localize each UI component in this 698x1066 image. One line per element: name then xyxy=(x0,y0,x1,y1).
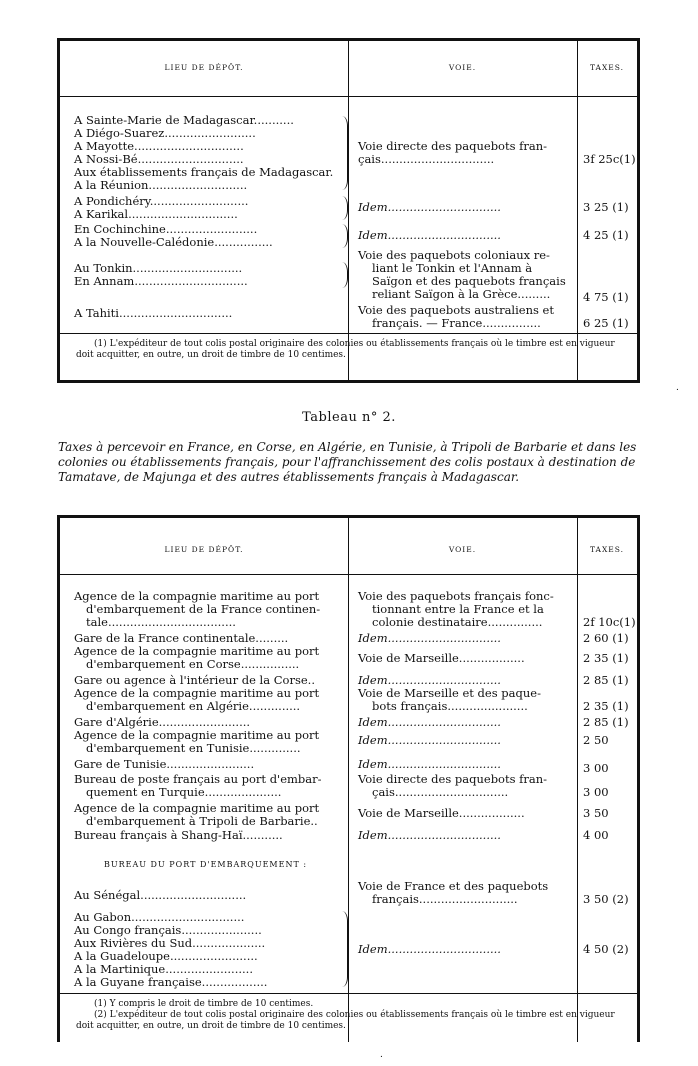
voie-row: çais............................... xyxy=(358,152,495,166)
tax-value: 2 35 (1) xyxy=(583,699,629,713)
tax-value: 3 25 (1) xyxy=(583,200,629,214)
voie-row: Voie de Marseille et des paque- xyxy=(358,686,541,700)
lieu-row: En Annam............................... xyxy=(74,274,248,288)
lieu-row: Bureau français à Shang-Haï........... xyxy=(74,828,283,842)
voie-row: Voie des paquebots français fonc- xyxy=(358,589,554,603)
voie-row: Voie de Marseille.................. xyxy=(358,806,525,820)
footnote: (1) Y compris le droit de timbre de 10 centimes. xyxy=(94,999,314,1009)
tax-value: 2 85 (1) xyxy=(583,715,629,729)
brace xyxy=(341,196,348,220)
lieu-row: A Pondichéry........................... xyxy=(74,194,249,208)
header-lieu: LIEU DE DÉPÔT. xyxy=(164,545,244,554)
voie-row: colonie destinataire............... xyxy=(372,615,543,629)
tax-value: 4 75 (1) xyxy=(583,290,629,304)
voie-row: français. — France................ xyxy=(372,316,541,330)
lieu-row: d'embarquement en Corse................ xyxy=(86,657,300,671)
subheader: BUREAU DU PORT D'EMBARQUEMENT : xyxy=(104,860,308,869)
lieu-row: Aux établissements français de Madagascar. xyxy=(74,165,334,179)
lieu-row: Aux Rivières du Sud.................... xyxy=(74,936,266,950)
lieu-row: Gare d'Algérie......................... xyxy=(74,715,251,729)
footnote: (1) L'expéditeur de tout colis postal originaire des colonies ou établissements français où le timbre est en vigueur doit acquitter, en outre, un droit de timbre de 10 centimes. xyxy=(76,339,615,360)
voie-row: bots français...................... xyxy=(372,699,528,713)
voie-row: Idem............................... xyxy=(358,673,501,687)
tax-value: 2 85 (1) xyxy=(583,673,629,687)
lieu-row: Au Gabon............................... xyxy=(74,910,245,924)
brace xyxy=(341,262,348,288)
lieu-row: A la Réunion........................... xyxy=(74,178,248,192)
lieu-row: d'embarquement en Tunisie.............. xyxy=(86,741,301,755)
page-mark: . xyxy=(676,383,679,393)
lieu-row: A la Martinique........................ xyxy=(74,962,253,976)
table-2-title: Tableau n° 2. xyxy=(302,410,396,425)
voie-row: Voie de France et des paquebots xyxy=(358,879,549,893)
lieu-row: Gare ou agence à l'intérieur de la Corse.. xyxy=(74,673,315,687)
tax-value: 4 00 xyxy=(583,828,609,842)
tax-value: 2 35 (1) xyxy=(583,651,629,665)
voie-row: Idem............................... xyxy=(358,942,501,956)
lieu-row: A la Guadeloupe........................ xyxy=(74,949,258,963)
footnote: (2) L'expéditeur de tout colis postal originaire des colonies ou établissements français où le timbre est en vigueur doit acquitter, en outre, un droit de timbre de 10 centimes. xyxy=(76,1010,615,1031)
table-1 xyxy=(57,38,640,383)
header-taxes: TAXES. xyxy=(589,63,625,72)
header-lieu: LIEU DE DÉPÔT. xyxy=(164,63,244,72)
lieu-row: tale................................... xyxy=(86,615,236,629)
lieu-row: A la Guyane française.................. xyxy=(74,975,268,989)
lieu-row: A la Nouvelle-Calédonie................ xyxy=(74,235,273,249)
lieu-row: d'embarquement en Algérie.............. xyxy=(86,699,301,713)
tax-value: 2 50 xyxy=(583,733,609,747)
table-2 xyxy=(57,515,640,1042)
lieu-row: A Tahiti............................... xyxy=(74,306,233,320)
voie-row: reliant Saïgon à la Grèce......... xyxy=(372,287,551,301)
header-voie: VOIE. xyxy=(448,63,477,72)
lieu-row: d'embarquement à Tripoli de Barbarie.. xyxy=(86,814,318,828)
lieu-row: A Karikal.............................. xyxy=(74,207,238,221)
brace xyxy=(341,116,348,190)
tax-value: 3 00 xyxy=(583,761,609,775)
lieu-row: Bureau de poste français au port d'embar- xyxy=(74,772,322,786)
lieu-row: d'embarquement de la France continen- xyxy=(86,602,321,616)
tax-value: 3 00 xyxy=(583,785,609,799)
lieu-row: Agence de la compagnie maritime au port xyxy=(74,589,320,603)
lieu-row: A Mayotte.............................. xyxy=(74,139,244,153)
voie-row: Saïgon et des paquebots français xyxy=(372,274,566,288)
voie-row: Idem............................... xyxy=(358,733,501,747)
lieu-row: Au Tonkin.............................. xyxy=(74,261,243,275)
voie-row: çais............................... xyxy=(372,785,509,799)
voie-row: Idem............................... xyxy=(358,828,501,842)
voie-row: Voie directe des paquebots fran- xyxy=(358,139,548,153)
lieu-row: A Nossi-Bé............................. xyxy=(74,152,244,166)
tax-value: 3 50 xyxy=(583,806,609,820)
voie-row: Idem............................... xyxy=(358,200,501,214)
table-2-intro: Taxes à percevoir en France, en Corse, en Algérie, en Tunisie, à Tripoli de Barbarie et dans les colonies ou établissements français, pour l'affranchissement des colis postaux à destination de Tamatave, de Majunga et des autres établissements français à Madagascar. xyxy=(58,440,637,484)
tax-value: 4 25 (1) xyxy=(583,228,629,242)
brace xyxy=(341,224,348,248)
voie-row: Idem............................... xyxy=(358,715,501,729)
voie-row: Voie des paquebots coloniaux re- xyxy=(358,248,550,262)
tax-value: 2f 10c(1) xyxy=(583,615,636,629)
lieu-row: A Sainte-Marie de Madagascar........... xyxy=(74,113,294,127)
voie-row: tionnant entre la France et la xyxy=(372,602,544,616)
lieu-row: Agence de la compagnie maritime au port xyxy=(74,686,320,700)
lieu-row: Gare de Tunisie........................ xyxy=(74,757,255,771)
voie-row: Voie des paquebots australiens et xyxy=(358,303,554,317)
tax-value: 3f 25c(1) xyxy=(583,152,636,166)
lieu-row: quement en Turquie..................... xyxy=(86,785,282,799)
lieu-row: Gare de la France continentale......... xyxy=(74,631,289,645)
lieu-row: Agence de la compagnie maritime au port xyxy=(74,644,320,658)
voie-row: Idem............................... xyxy=(358,631,501,645)
lieu-row: Au Congo français...................... xyxy=(74,923,262,937)
lieu-row: Au Sénégal............................. xyxy=(74,888,247,902)
lieu-row: Agence de la compagnie maritime au port xyxy=(74,728,320,742)
tax-value: 3 50 (2) xyxy=(583,892,629,906)
voie-row: liant le Tonkin et l'Annam à xyxy=(372,261,533,275)
tax-value: 4 50 (2) xyxy=(583,942,629,956)
voie-row: Idem............................... xyxy=(358,757,501,771)
header-taxes: TAXES. xyxy=(589,545,625,554)
lieu-row: Agence de la compagnie maritime au port xyxy=(74,801,320,815)
tax-value: 6 25 (1) xyxy=(583,316,629,330)
brace xyxy=(341,911,348,987)
header-voie: VOIE. xyxy=(448,545,477,554)
voie-row: Voie directe des paquebots fran- xyxy=(358,772,548,786)
voie-row: Idem............................... xyxy=(358,228,501,242)
tax-value: 2 60 (1) xyxy=(583,631,629,645)
page-mark: . xyxy=(380,1050,383,1060)
voie-row: Voie de Marseille.................. xyxy=(358,651,525,665)
lieu-row: A Diégo-Suarez......................... xyxy=(74,126,256,140)
voie-row: français........................... xyxy=(372,892,518,906)
lieu-row: En Cochinchine......................... xyxy=(74,222,258,236)
